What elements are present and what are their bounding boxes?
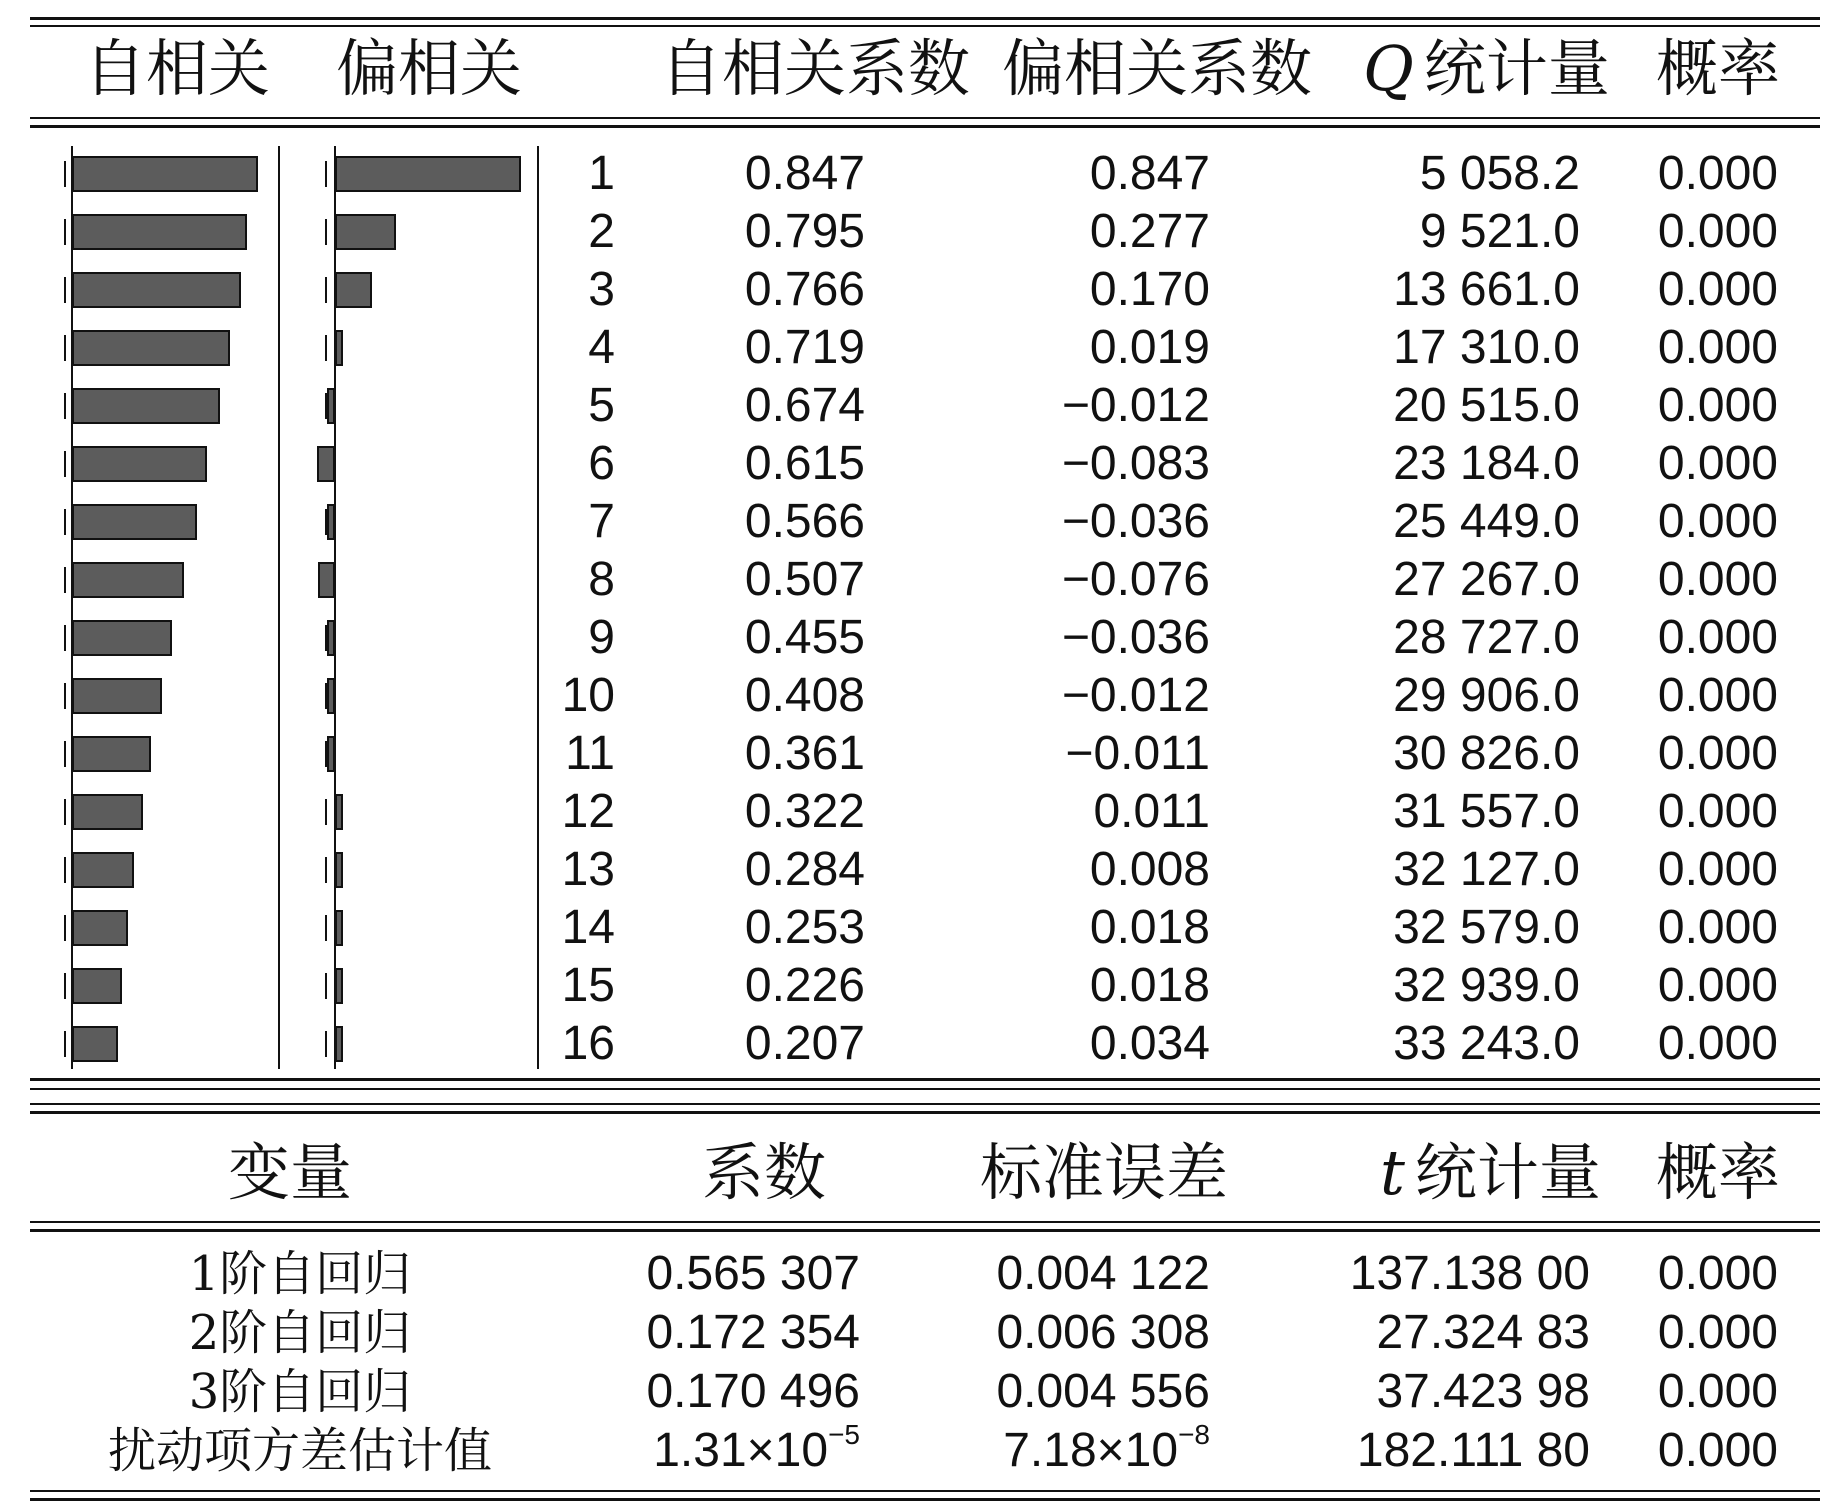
header-rule-1 (30, 117, 1820, 119)
acf-cell: 0.674 (744, 379, 865, 432)
q-cell: 5 058.2 (1419, 147, 1580, 200)
prob-cell: 0.000 (1657, 321, 1778, 374)
acf-tick (64, 1031, 66, 1057)
variance-coef-exp: −5 (828, 1419, 860, 1450)
acf-cell: 0.226 (744, 959, 865, 1012)
pacf-cell: 0.018 (1089, 959, 1210, 1012)
acf-bar (72, 736, 151, 772)
acf-cell: 0.408 (744, 669, 865, 722)
reg-row-name: 阶自回归 (219, 1364, 412, 1420)
acf-bar (72, 156, 258, 192)
reg-prob-cell: 0.000 (1657, 1365, 1778, 1418)
reg-bottom-rule-1 (30, 1490, 1820, 1492)
pacf-cell: 0.847 (1089, 147, 1210, 200)
reg-row-label (60, 1305, 540, 1361)
reg-row-name: 阶自回归 (219, 1246, 412, 1302)
prob-cell: 0.000 (1657, 379, 1778, 432)
acf-bar (72, 214, 247, 250)
pacf-bar (335, 156, 521, 192)
acf-tick (64, 625, 66, 651)
pacf-bar (335, 1026, 343, 1062)
acf-bar (72, 562, 184, 598)
acf-bar (72, 794, 143, 830)
prob-cell: 0.000 (1657, 611, 1778, 664)
acf-cell: 0.847 (744, 147, 865, 200)
lag-cell: 10 (561, 669, 615, 722)
prob-cell: 0.000 (1657, 147, 1778, 200)
acf-cell: 0.766 (744, 263, 865, 316)
reg-header-rule-2 (30, 1229, 1820, 1232)
lag-cell: 11 (565, 727, 615, 780)
acf-tick (64, 799, 66, 825)
pacf-bar (335, 330, 343, 366)
acf-tick (64, 393, 66, 419)
reg-variance-label: 扰动项方差估计值 (107, 1423, 492, 1479)
header-rule-2 (30, 125, 1820, 128)
reg-header-t-stat (1380, 1136, 1601, 1209)
prob-cell: 0.000 (1657, 669, 1778, 722)
acf-bar (72, 910, 128, 946)
reg-prob-cell: 0.000 (1657, 1306, 1778, 1359)
acf-bar (72, 388, 220, 424)
q-cell: 13 661.0 (1393, 263, 1580, 316)
reg-coef-cell: 0.170 496 (646, 1365, 860, 1418)
pacf-cell: 0.034 (1089, 1017, 1210, 1070)
prob-cell: 0.000 (1657, 959, 1778, 1012)
lag-cell: 5 (588, 379, 615, 432)
acf-tick (64, 973, 66, 999)
prob-cell: 0.000 (1657, 205, 1778, 258)
lag-cell: 1 (588, 147, 615, 200)
acf-right-border (278, 146, 280, 1069)
q-cell: 23 184.0 (1393, 437, 1580, 490)
q-cell: 17 310.0 (1393, 321, 1580, 374)
prob-cell: 0.000 (1657, 437, 1778, 490)
pacf-tick (325, 161, 327, 187)
lag-cell: 12 (561, 785, 615, 838)
reg-row-label (60, 1364, 540, 1420)
prob-cell: 0.000 (1657, 901, 1778, 954)
reg-bottom-rule-2 (30, 1498, 1820, 1501)
acf-tick (64, 683, 66, 709)
acf-cell: 0.322 (744, 785, 865, 838)
reg-se-cell: 0.004 122 (996, 1247, 1210, 1300)
pacf-tick (325, 335, 327, 361)
pacf-cell: 0.018 (1089, 901, 1210, 954)
pacf-bar (335, 272, 372, 308)
pacf-bar (327, 678, 335, 714)
reg-top-rule-1 (30, 1103, 1820, 1105)
reg-t-cell: 37.423 98 (1376, 1365, 1590, 1418)
prob-cell: 0.000 (1657, 727, 1778, 780)
lag-cell: 13 (561, 843, 615, 896)
prob-cell: 0.000 (1657, 785, 1778, 838)
pacf-cell: 0.170 (1089, 263, 1210, 316)
reg-header-coef: 系数 (702, 1136, 827, 1209)
lag-cell: 4 (588, 321, 615, 374)
header-pacf-plot: 偏相关 (336, 32, 523, 105)
lag-cell: 16 (561, 1017, 615, 1070)
q-cell: 30 826.0 (1393, 727, 1580, 780)
pacf-cell: 0.008 (1089, 843, 1210, 896)
reg-row-order: 2 (188, 1305, 220, 1361)
q-cell: 32 939.0 (1393, 959, 1580, 1012)
acf-tick (64, 509, 66, 535)
acf-tick (64, 915, 66, 941)
acf-bar (72, 852, 134, 888)
bottom-rule-1 (30, 1078, 1820, 1081)
acf-cell: 0.361 (744, 727, 865, 780)
pacf-cell: −0.076 (1061, 553, 1210, 606)
prob-cell: 0.000 (1657, 263, 1778, 316)
q-cell: 32 579.0 (1393, 901, 1580, 954)
q-cell: 27 267.0 (1393, 553, 1580, 606)
acf-tick (64, 335, 66, 361)
acf-cell: 0.253 (744, 901, 865, 954)
pacf-tick (325, 973, 327, 999)
acf-tick (64, 161, 66, 187)
top-rule-1 (30, 17, 1820, 20)
lag-cell: 9 (588, 611, 615, 664)
lag-cell: 14 (561, 901, 615, 954)
pacf-bar (327, 388, 335, 424)
pacf-tick (325, 1031, 327, 1057)
acf-cell: 0.795 (744, 205, 865, 258)
reg-variance-prob: 0.000 (1657, 1424, 1778, 1477)
reg-row-label (60, 1246, 540, 1302)
prob-cell: 0.000 (1657, 495, 1778, 548)
lag-cell: 15 (561, 959, 615, 1012)
header-acf: 自相关系数 (660, 32, 971, 105)
reg-header-rule-1 (30, 1221, 1820, 1223)
pacf-cell: −0.012 (1061, 669, 1210, 722)
acf-cell: 0.507 (744, 553, 865, 606)
q-cell: 32 127.0 (1393, 843, 1580, 896)
acf-tick (64, 277, 66, 303)
acf-bar (72, 504, 197, 540)
reg-row-order: 1 (188, 1246, 220, 1302)
acf-cell: 0.455 (744, 611, 865, 664)
bottom-rule-2 (30, 1088, 1820, 1090)
q-cell: 28 727.0 (1393, 611, 1580, 664)
acf-bar (72, 620, 172, 656)
acf-bar (72, 1026, 118, 1062)
acf-bar (72, 272, 241, 308)
pacf-cell: −0.012 (1061, 379, 1210, 432)
pacf-cell: −0.036 (1061, 611, 1210, 664)
acf-cell: 0.284 (744, 843, 865, 896)
pacf-bar (335, 852, 343, 888)
reg-row-name: 阶自回归 (219, 1305, 412, 1361)
q-cell: 29 906.0 (1393, 669, 1580, 722)
lag-cell: 2 (588, 205, 615, 258)
header-q-stat (1363, 32, 1610, 105)
pacf-bar (327, 504, 335, 540)
acf-cell: 0.566 (744, 495, 865, 548)
header-pacf: 偏相关系数 (1002, 32, 1313, 105)
acf-tick (64, 219, 66, 245)
reg-prob-cell: 0.000 (1657, 1247, 1778, 1300)
pacf-tick (325, 915, 327, 941)
pacf-bar (335, 794, 343, 830)
variance-se-base: 7.18×10 (1003, 1424, 1179, 1477)
pacf-bar (335, 214, 396, 250)
header-acf-plot: 自相关 (84, 32, 271, 105)
pacf-tick (325, 799, 327, 825)
acf-cell: 0.719 (744, 321, 865, 374)
t-symbol: t (1380, 1136, 1405, 1209)
pacf-cell: −0.011 (1065, 727, 1210, 780)
reg-row-order: 3 (188, 1364, 220, 1420)
q-stat-label: 统计量 (1423, 32, 1610, 105)
variance-coef-base: 1.31×10 (653, 1424, 829, 1477)
acf-tick (64, 741, 66, 767)
reg-t-cell: 137.138 00 (1349, 1247, 1590, 1300)
pacf-bar (335, 910, 343, 946)
top-rule-2 (30, 25, 1820, 27)
pacf-tick (325, 277, 327, 303)
reg-variance-t: 182.111 80 (1356, 1424, 1590, 1477)
reg-variance-coef (560, 1419, 860, 1477)
t-stat-label: 统计量 (1414, 1136, 1601, 1209)
pacf-bar (317, 446, 335, 482)
prob-cell: 0.000 (1657, 1017, 1778, 1070)
reg-header-se: 标准误差 (980, 1136, 1229, 1209)
reg-coef-cell: 0.565 307 (646, 1247, 860, 1300)
reg-se-cell: 0.006 308 (996, 1306, 1210, 1359)
pacf-bar (327, 736, 335, 772)
acf-bar (72, 678, 162, 714)
lag-cell: 6 (588, 437, 615, 490)
acf-bar (72, 968, 122, 1004)
header-prob: 概率 (1656, 32, 1781, 105)
pacf-cell: 0.277 (1089, 205, 1210, 258)
reg-header-var: 变量 (228, 1136, 353, 1209)
q-symbol: Q (1363, 32, 1414, 105)
q-cell: 20 515.0 (1393, 379, 1580, 432)
pacf-tick (325, 219, 327, 245)
reg-header-prob: 概率 (1656, 1136, 1781, 1209)
reg-coef-cell: 0.172 354 (646, 1306, 860, 1359)
q-cell: 33 243.0 (1393, 1017, 1580, 1070)
acf-tick (64, 857, 66, 883)
acf-cell: 0.207 (744, 1017, 865, 1070)
reg-variance-se (910, 1419, 1210, 1477)
prob-cell: 0.000 (1657, 843, 1778, 896)
reg-se-cell: 0.004 556 (996, 1365, 1210, 1418)
q-cell: 31 557.0 (1393, 785, 1580, 838)
lag-cell: 7 (588, 495, 615, 548)
acf-cell: 0.615 (744, 437, 865, 490)
acf-bar (72, 446, 207, 482)
pacf-cell: −0.083 (1061, 437, 1210, 490)
pacf-cell: −0.036 (1061, 495, 1210, 548)
variance-se-exp: −8 (1178, 1419, 1210, 1450)
pacf-bar (335, 968, 343, 1004)
pacf-cell: 0.011 (1093, 785, 1210, 838)
acf-tick (64, 567, 66, 593)
pacf-cell: 0.019 (1089, 321, 1210, 374)
lag-cell: 3 (588, 263, 615, 316)
pacf-right-border (537, 146, 539, 1069)
acf-bar (72, 330, 230, 366)
pacf-bar (327, 620, 335, 656)
reg-top-rule-2 (30, 1111, 1820, 1114)
lag-cell: 8 (588, 553, 615, 606)
pacf-tick (325, 857, 327, 883)
reg-t-cell: 27.324 83 (1376, 1306, 1590, 1359)
q-cell: 9 521.0 (1419, 205, 1580, 258)
prob-cell: 0.000 (1657, 553, 1778, 606)
q-cell: 25 449.0 (1393, 495, 1580, 548)
pacf-bar (318, 562, 335, 598)
acf-tick (64, 451, 66, 477)
